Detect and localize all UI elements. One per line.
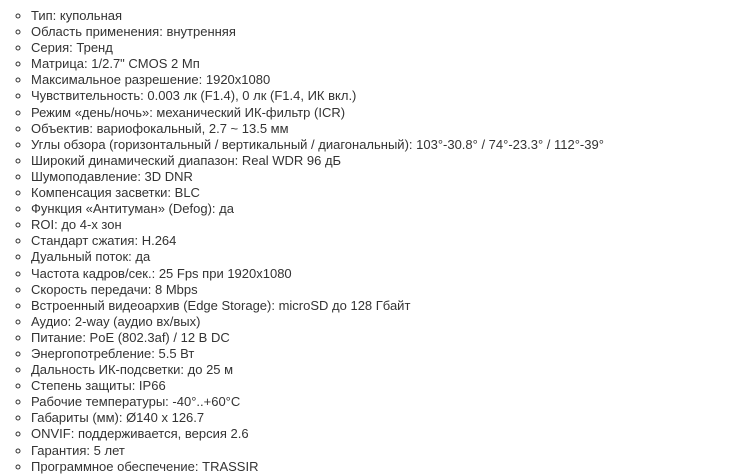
spec-list-item: ◦ Тип: купольная	[31, 8, 738, 24]
spec-list-item: ◦ Объектив: вариофокальный, 2.7 ~ 13.5 мм	[31, 121, 738, 137]
spec-list-item: ◦ Компенсация засветки: BLC	[31, 185, 738, 201]
spec-list-item: ◦ Встроенный видеоархив (Edge Storage): microSD до 128 Гбайт	[31, 298, 738, 314]
spec-list-item: ◦ Стандарт сжатия: H.264	[31, 233, 738, 249]
spec-list-item: ◦ Углы обзора (горизонтальный / вертикальный / диагональный): 103°-30.8° / 74°-23.3° / 112°-39°	[31, 137, 738, 153]
spec-list-item: ◦ Степень защиты: IP66	[31, 378, 738, 394]
spec-list-item: ◦ Максимальное разрешение: 1920x1080	[31, 72, 738, 88]
spec-list-item: ◦ Скорость передачи: 8 Mbps	[31, 282, 738, 298]
spec-list-item: ◦ Дуальный поток: да	[31, 249, 738, 265]
spec-list-item: ◦ Чувствительность: 0.003 лк (F1.4), 0 лк (F1.4, ИК вкл.)	[31, 88, 738, 104]
spec-list-item: ◦ Область применения: внутренняя	[31, 24, 738, 40]
spec-list-item: ◦ Режим «день/ночь»: механический ИК-фильтр (ICR)	[31, 105, 738, 121]
spec-list-item: ◦ Питание: PoE (802.3af) / 12 В DC	[31, 330, 738, 346]
spec-list-item: ◦ Гарантия: 5 лет	[31, 443, 738, 459]
spec-list-item: ◦ ROI: до 4-х зон	[31, 217, 738, 233]
spec-list-item: ◦ Частота кадров/сек.: 25 Fps при 1920x1080	[31, 266, 738, 282]
spec-list-item: ◦ Программное обеспечение: TRASSIR	[31, 459, 738, 475]
spec-list-item: ◦ Рабочие температуры: -40°..+60°C	[31, 394, 738, 410]
spec-list	[0, 8, 738, 475]
spec-list-item: ◦ Функция «Антитуман» (Defog): да	[31, 201, 738, 217]
spec-list-item: ◦ Матрица: 1/2.7" CMOS 2 Мп	[31, 56, 738, 72]
spec-list-item: ◦ Аудио: 2-way (аудио вх/вых)	[31, 314, 738, 330]
spec-list-item: ◦ Шумоподавление: 3D DNR	[31, 169, 738, 185]
spec-list-item: ◦ Широкий динамический диапазон: Real WDR 96 дБ	[31, 153, 738, 169]
spec-list-item: ◦ Энергопотребление: 5.5 Вт	[31, 346, 738, 362]
spec-list-item: ◦ ONVIF: поддерживается, версия 2.6	[31, 426, 738, 442]
spec-list-item: ◦ Габариты (мм): Ø140 x 126.7	[31, 410, 738, 426]
spec-list-item: ◦ Серия: Тренд	[31, 40, 738, 56]
spec-list-item: ◦ Дальность ИК-подсветки: до 25 м	[31, 362, 738, 378]
